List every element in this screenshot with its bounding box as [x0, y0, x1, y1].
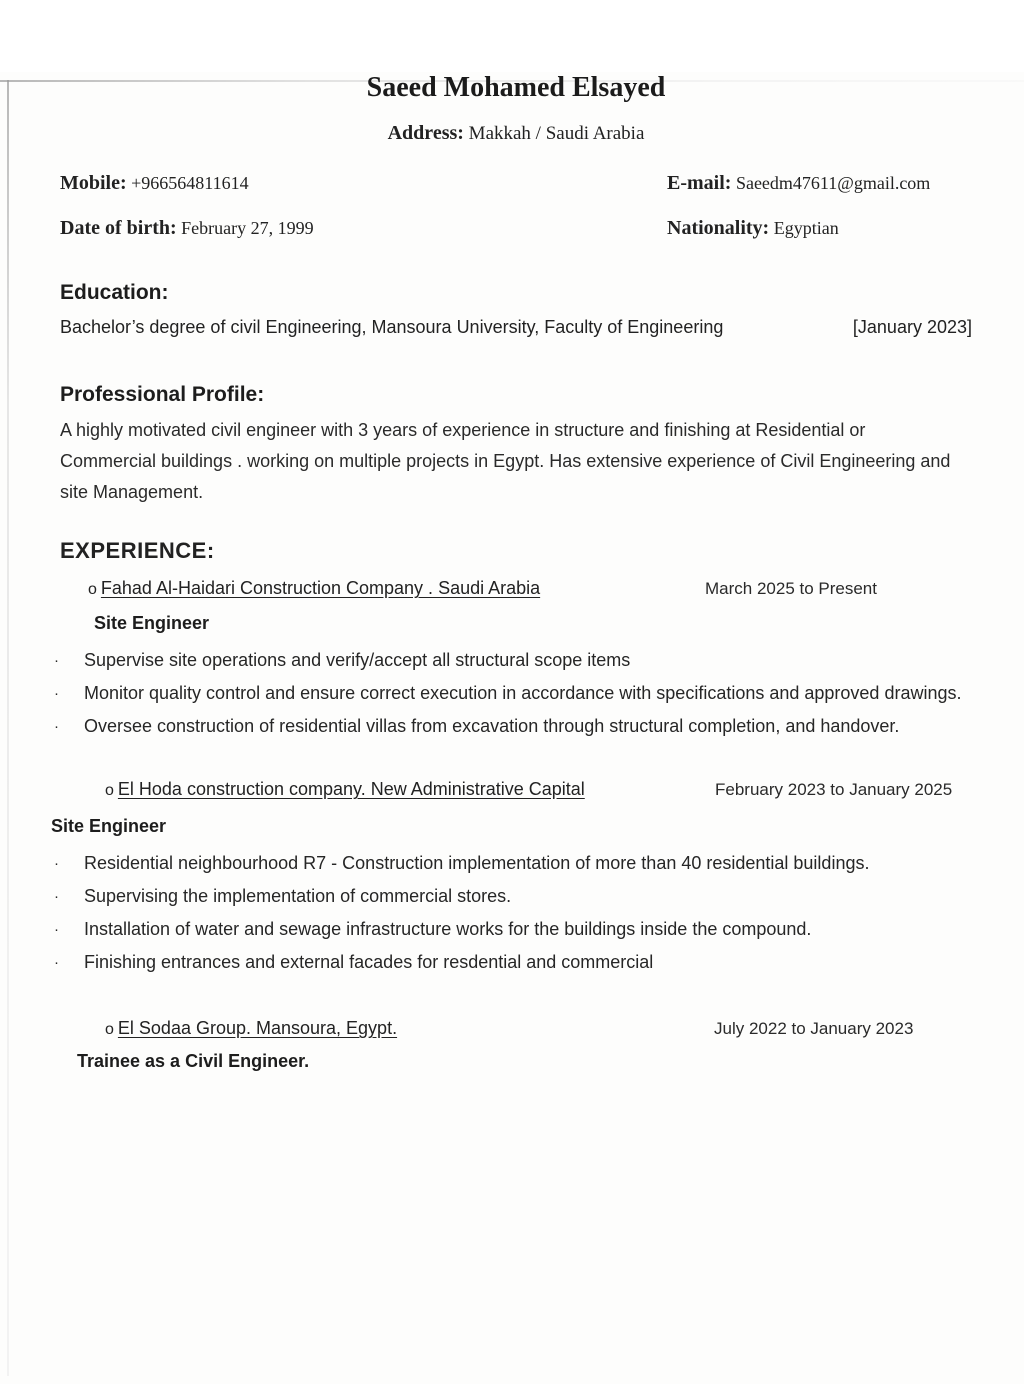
bullet-dot: · — [54, 921, 59, 938]
job-header-3 — [60, 1014, 972, 1044]
bullet-item — [52, 914, 972, 945]
bullet-dot: · — [54, 685, 59, 702]
job-title-3: Trainee as a Civil Engineer. — [77, 1051, 310, 1071]
job-title-1: Site Engineer — [94, 613, 210, 633]
dob-label: Date of birth: — [60, 217, 177, 239]
contact-info — [60, 169, 972, 241]
bullet-text: Monitor quality control and ensure correct execution in accordance with specifications and approved drawings. — [84, 683, 962, 703]
job-marker: o — [105, 782, 114, 799]
experience-heading: EXPERIENCE: — [60, 538, 215, 563]
nationality-cell — [667, 215, 972, 241]
job-company-3: El Sodaa Group. Mansoura, Egypt. — [117, 1018, 398, 1038]
address-row — [60, 120, 972, 147]
bullet-text: Supervise site operations and verify/accept all structural scope items — [84, 650, 631, 670]
education-date: [January 2023] — [852, 317, 972, 337]
job-company-2: El Hoda construction company. New Administrative Capital — [117, 779, 585, 799]
nationality-value: Egyptian — [773, 218, 839, 238]
job-marker: o — [105, 1021, 114, 1038]
dob-cell — [60, 215, 667, 241]
bullet-text: Residential neighbourhood R7 - Construction implementation of more than 40 residential buildings. — [84, 853, 870, 873]
job-title-2: Site Engineer — [51, 816, 167, 836]
bullet-item — [52, 848, 972, 879]
job-header-2 — [60, 775, 972, 805]
resume-page — [0, 72, 1024, 1384]
job-marker: o — [88, 581, 97, 598]
job-bullets-2 — [54, 848, 972, 978]
bullet-text: Supervising the implementation of commercial stores. — [84, 886, 512, 906]
bullet-item — [52, 881, 972, 912]
resume-content — [0, 72, 1024, 1384]
bullet-item — [52, 645, 972, 676]
job-header-1 — [60, 574, 972, 604]
bullet-item — [52, 711, 972, 742]
education-degree: Bachelor’s degree of civil Engineering, Mansoura University, Faculty of Engineering — [60, 317, 724, 337]
profile-heading: Professional Profile: — [60, 383, 265, 406]
dob-value: February 27, 1999 — [181, 218, 314, 238]
bullet-dot: · — [54, 888, 59, 905]
bullet-dot: · — [54, 652, 59, 669]
bullet-text: Finishing entrances and external facades for resdential and commercial — [84, 952, 654, 972]
email-label: E-mail: — [667, 172, 732, 194]
bullet-item — [52, 678, 972, 709]
email-cell — [667, 169, 972, 197]
education-heading: Education: — [60, 281, 169, 304]
nationality-label: Nationality: — [667, 217, 770, 239]
job-bullets-1 — [54, 645, 972, 742]
bullet-item — [52, 947, 972, 978]
address-value: Makkah / Saudi Arabia — [468, 123, 645, 144]
email-value: Saeedm47611@gmail.com — [735, 173, 931, 193]
bullet-dot: · — [54, 718, 59, 735]
job-dates-1: March 2025 to Present — [705, 579, 877, 598]
bullet-text: Oversee construction of residential villas from excavation through structural completion, and handover. — [84, 716, 900, 736]
profile-text: A highly motivated civil engineer with 3 years of experience in structure and finishing at Residential or Commercial buildings . working on multiple projects in Egypt. Has extensive experience of Civil Engineering and site Management. — [60, 420, 951, 502]
bullet-dot: · — [54, 855, 59, 872]
job-dates-3: July 2022 to January 2023 — [714, 1019, 914, 1038]
job-dates-2: February 2023 to January 2025 — [715, 780, 953, 799]
education-line — [60, 313, 972, 341]
bullet-text: Installation of water and sewage infrastructure works for the buildings inside the compound. — [84, 919, 812, 939]
mobile-value: +966564811614 — [131, 173, 249, 193]
mobile-cell — [60, 169, 667, 197]
address-label: Address: — [387, 122, 464, 144]
job-company-1: Fahad Al-Haidari Construction Company . Saudi Arabia — [100, 578, 541, 598]
bullet-dot: · — [54, 954, 59, 971]
person-name: Saeed Mohamed Elsayed — [366, 72, 666, 103]
mobile-label: Mobile: — [60, 172, 127, 194]
